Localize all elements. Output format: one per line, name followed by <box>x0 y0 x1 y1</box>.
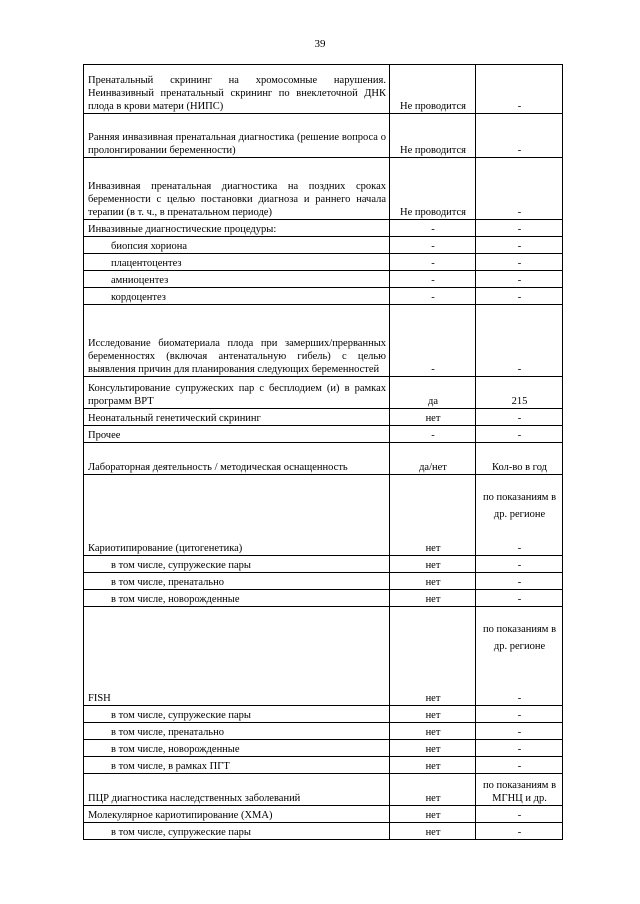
table-row <box>84 254 563 271</box>
table-row <box>84 443 563 475</box>
row-count: - <box>476 556 563 573</box>
row-name: в том числе, в рамках ПГТ <box>84 757 390 774</box>
row-count: - <box>476 409 563 426</box>
row-count: - <box>476 158 563 220</box>
row-count: - <box>476 806 563 823</box>
table-row <box>84 271 563 288</box>
row-status: нет <box>390 723 476 740</box>
row-status: нет <box>390 409 476 426</box>
table-row <box>84 305 563 377</box>
row-status: - <box>390 237 476 254</box>
row-name: Ранняя инвазивная пренатальная диагностика (решение вопроса о пролонгировании беременности) <box>84 114 390 158</box>
row-status: нет <box>390 757 476 774</box>
table-row <box>84 65 563 114</box>
row-name: в том числе, пренатально <box>84 573 390 590</box>
row-status: да <box>390 377 476 409</box>
table-row <box>84 409 563 426</box>
row-name: в том числе, супружеские пары <box>84 823 390 840</box>
table-row <box>84 377 563 409</box>
row-status: нет <box>390 823 476 840</box>
row-name: биопсия хориона <box>84 237 390 254</box>
row-count: - <box>476 723 563 740</box>
table-row <box>84 823 563 840</box>
row-count: - <box>476 271 563 288</box>
row-count: - <box>476 740 563 757</box>
report-table <box>83 64 563 840</box>
row-name: Исследование биоматериала плода при замерших/прерванных беременностях (включая антенатальную гибель) с целью выявления причин для планирования следующих беременностей <box>84 305 390 377</box>
row-count: - <box>476 114 563 158</box>
row-count: - <box>517 543 522 554</box>
table-row <box>84 740 563 757</box>
row-name: Пренатальный скрининг на хромосомные нарушения. Неинвазивный пренатальный скрининг по внеклеточной ДНК плода в крови матери (НИПС) <box>84 65 390 114</box>
table-row <box>84 774 563 806</box>
row-count-cell <box>476 607 563 706</box>
table-row <box>84 426 563 443</box>
row-name: в том числе, новорожденные <box>84 740 390 757</box>
table-row <box>84 475 563 556</box>
row-count: - <box>476 220 563 237</box>
row-status: - <box>390 288 476 305</box>
row-name: Консультирование супружеских пар с бесплодием (и) в рамках программ ВРТ <box>84 377 390 409</box>
row-status: нет <box>390 556 476 573</box>
row-name: плацентоцентез <box>84 254 390 271</box>
table-row <box>84 607 563 706</box>
row-status: нет <box>390 806 476 823</box>
row-status: - <box>390 254 476 271</box>
row-status: - <box>390 426 476 443</box>
row-name: Прочее <box>84 426 390 443</box>
row-count: - <box>476 237 563 254</box>
row-name: амниоцентез <box>84 271 390 288</box>
row-status: нет <box>390 590 476 607</box>
page-number: 39 <box>314 38 326 50</box>
row-count-cell <box>476 475 563 556</box>
row-count-note: по показаниям в др. регионе <box>482 492 557 520</box>
table-row <box>84 723 563 740</box>
row-name: Инвазивная пренатальная диагностика на поздних сроках беременности с целью постановки диагноза и раннего начала терапии (в т. ч., в пренатальном периоде) <box>84 158 390 220</box>
row-count: - <box>476 426 563 443</box>
row-name: Молекулярное кариотипирование (ХМА) <box>84 806 390 823</box>
row-count: по показаниям в МГНЦ и др. <box>476 774 563 806</box>
row-name: в том числе, супружеские пары <box>84 556 390 573</box>
row-count: - <box>476 757 563 774</box>
table-row <box>84 806 563 823</box>
row-name: в том числе, новорожденные <box>84 590 390 607</box>
row-name: кордоцентез <box>84 288 390 305</box>
row-count-note: по показаниям в др. регионе <box>482 624 557 652</box>
table-row <box>84 237 563 254</box>
row-name: FISH <box>84 607 390 706</box>
row-count: 215 <box>476 377 563 409</box>
row-count: - <box>476 706 563 723</box>
row-status: Не проводится <box>390 65 476 114</box>
row-count: - <box>476 823 563 840</box>
table-row <box>84 288 563 305</box>
row-status: нет <box>390 774 476 806</box>
row-name: Инвазивные диагностические процедуры: <box>84 220 390 237</box>
row-name: Неонатальный генетический скрининг <box>84 409 390 426</box>
row-status: - <box>390 220 476 237</box>
row-name: Лабораторная деятельность / методическая оснащенность <box>84 443 390 475</box>
table-row <box>84 590 563 607</box>
row-name: ПЦР диагностика наследственных заболеваний <box>84 774 390 806</box>
row-name: в том числе, пренатально <box>84 723 390 740</box>
row-status: Не проводится <box>390 114 476 158</box>
table-row <box>84 556 563 573</box>
row-count: - <box>476 573 563 590</box>
row-status: нет <box>390 706 476 723</box>
row-count: - <box>476 305 563 377</box>
row-status: нет <box>390 607 476 706</box>
row-status: да/нет <box>390 443 476 475</box>
row-status: нет <box>390 475 476 556</box>
row-count: - <box>476 590 563 607</box>
table-row <box>84 114 563 158</box>
table-row <box>84 706 563 723</box>
table-row <box>84 220 563 237</box>
row-status: - <box>390 271 476 288</box>
table-row <box>84 573 563 590</box>
row-name: в том числе, супружеские пары <box>84 706 390 723</box>
row-status: Не проводится <box>390 158 476 220</box>
table-row <box>84 757 563 774</box>
row-count: - <box>517 693 522 704</box>
row-count: Кол-во в год <box>476 443 563 475</box>
row-status: нет <box>390 573 476 590</box>
row-count: - <box>476 288 563 305</box>
table-row <box>84 158 563 220</box>
row-count: - <box>476 65 563 114</box>
row-status: нет <box>390 740 476 757</box>
row-name: Кариотипирование (цитогенетика) <box>84 475 390 556</box>
row-status: - <box>390 305 476 377</box>
row-count: - <box>476 254 563 271</box>
